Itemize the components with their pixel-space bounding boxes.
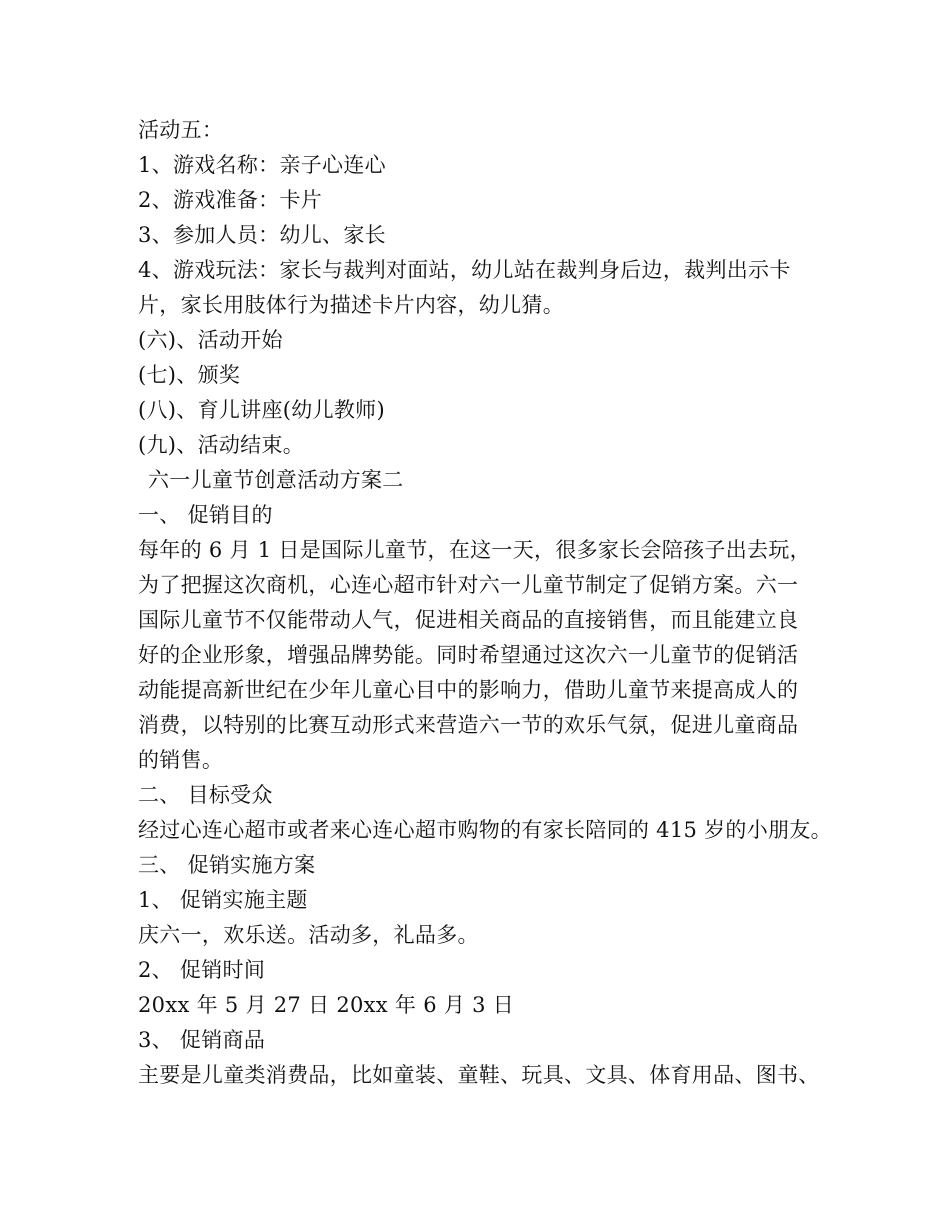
paragraph-line: 经过心连心超市或者来心连心超市购物的有家长陪同的 415 岁的小朋友。 bbox=[138, 818, 832, 842]
text-line: (九)、活动结束。 bbox=[138, 433, 305, 457]
text-line: 3、参加人员：幼儿、家长 bbox=[138, 223, 386, 247]
paragraph-line: 动能提高新世纪在少年儿童心目中的影响力，借助儿童节来提高成人的 bbox=[138, 678, 799, 702]
paragraph-line: 主要是儿童类消费品，比如童装、童鞋、玩具、文具、体育用品、图书、 bbox=[138, 1063, 820, 1087]
paragraph-line: 国际儿童节不仅能带动人气，促进相关商品的直接销售，而且能建立良 bbox=[138, 608, 799, 632]
text-line: 2、游戏准备：卡片 bbox=[138, 188, 323, 212]
paragraph-line: 消费，以特别的比赛互动形式来营造六一节的欢乐气氛，促进儿童商品 bbox=[138, 713, 799, 737]
text-line: 4、游戏玩法：家长与裁判对面站，幼儿站在裁判身后边，裁判出示卡 bbox=[138, 258, 791, 282]
section-title: 六一儿童节创意活动方案二 bbox=[148, 468, 404, 492]
subsection-heading: 2、 促销时间 bbox=[138, 958, 266, 982]
text-line: (八)、育儿讲座(幼儿教师) bbox=[138, 398, 385, 422]
section-heading: 三、 促销实施方案 bbox=[138, 853, 316, 877]
paragraph-line: 20xx 年 5 月 27 日 20xx 年 6 月 3 日 bbox=[138, 993, 515, 1017]
section-heading: 一、 促销目的 bbox=[138, 503, 273, 527]
subsection-heading: 1、 促销实施主题 bbox=[138, 888, 308, 912]
document-body bbox=[138, 113, 832, 1093]
section-heading: 二、 目标受众 bbox=[138, 783, 273, 807]
text-line: (六)、活动开始 bbox=[138, 328, 283, 352]
activity-five-heading: 活动五： bbox=[138, 118, 224, 142]
text-line: 1、游戏名称：亲子心连心 bbox=[138, 153, 386, 177]
paragraph-line: 每年的 6 月 1 日是国际儿童节，在这一天，很多家长会陪孩子出去玩， bbox=[138, 538, 811, 562]
paragraph-line: 的销售。 bbox=[138, 748, 224, 772]
paragraph-line: 好的企业形象，增强品牌势能。同时希望通过这次六一儿童节的促销活 bbox=[138, 643, 799, 667]
paragraph-line: 为了把握这次商机，心连心超市针对六一儿童节制定了促销方案。六一 bbox=[138, 573, 799, 597]
text-line: 片，家长用肢体行为描述卡片内容，幼儿猜。 bbox=[138, 293, 564, 317]
subsection-heading: 3、 促销商品 bbox=[138, 1028, 266, 1052]
text-line: (七)、颁奖 bbox=[138, 363, 241, 387]
paragraph-line: 庆六一，欢乐送。活动多，礼品多。 bbox=[138, 923, 479, 947]
